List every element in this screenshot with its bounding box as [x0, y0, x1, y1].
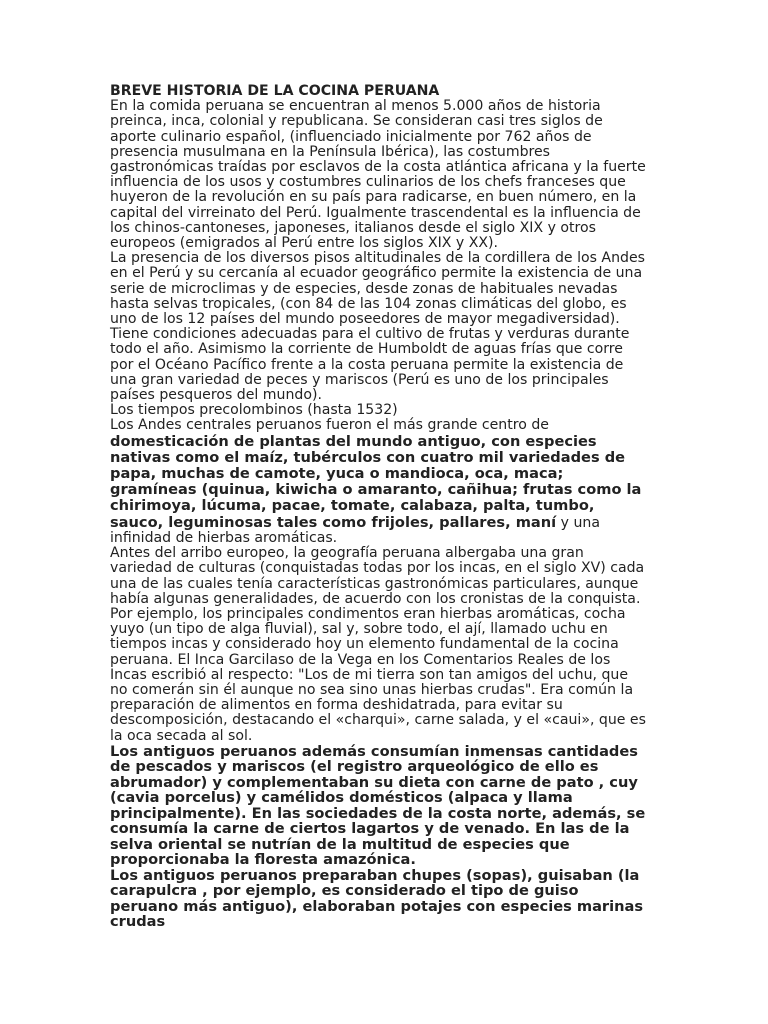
- paragraph-3-bold: domesticación de plantas del mundo antiguo, con especies nativas como el maíz, tubérculos con cuatro mil variedades de papa, muchas de camote, yuca o mandioca, oca, maca; gramíneas (quinua, kiwicha o amaranto, cañihua; frutas como la chirimoya, lúcuma, pacae, tomate, calabaza, palta, tumbo, sauco, leguminosas tales como frijoles, pallares, maní: [110, 432, 642, 531]
- paragraph-3-tail: y una infinidad de hierbas aromáticas.: [110, 514, 600, 546]
- paragraph-3: [110, 418, 650, 546]
- paragraph-2: La presencia de los diversos pisos altitudinales de la cordillera de los Andes en el Perú y su cercanía al ecuador geográfico permite la existencia de una serie de microclimas y de especies, desde zonas de habituales nevadas hasta selvas tropicales, (con 84 de las 104 zonas climáticas del globo, es uno de los 12 países del mundo poseedores de mayor megadiversidad). Tiene condiciones adecuadas para el cultivo de frutas y verduras durante todo el año. Asimismo la corriente de Humboldt de aguas frías que corre por el Océano Pacífico frente a la costa peruana permite la existencia de una gran variedad de peces y mariscos (Perú es uno de los principales países pesqueros del mundo).: [110, 250, 645, 404]
- paragraph-5: Por ejemplo, los principales condimentos eran hierbas aromáticas, cocha yuyo (un tipo de alga fluvial), sal y, sobre todo, el ají, llamado uchu en tiempos incas y considerado hoy un elemento fundamental de la cocina peruana. El Inca Garcilaso de la Vega en los Comentarios Reales de los Incas escribió al respecto: "Los de mi tierra son tan amigos del uchu, que no comerán sin él aunque no sea sino unas hierbas crudas". Era común la preparación de alimentos en forma deshidatrada, para evitar su descomposición, destacando el «charqui», carne salada, y el «caui», que es la oca secada al sol.: [110, 605, 646, 744]
- paragraph-4: Antes del arribo europeo, la geografía peruana albergaba una gran variedad de culturas (conquistadas todas por los incas, en el siglo XV) cada una de las cuales tenía características gastronómicas particulares, aunque había algunas generalidades, de acuerdo con los cronistas de la conquista.: [110, 545, 645, 607]
- section-subheading: Los tiempos precolombinos (hasta 1532): [110, 402, 398, 419]
- paragraph-1: En la comida peruana se encuentran al menos 5.000 años de historia preinca, inca, colonial y republicana. Se consideran casi tres siglos de aporte culinario español, (influenciado inicialmente por 762 años de presencia musulmana en la Península Ibérica), las costumbres gastronómicas traídas por esclavos de la costa atlántica africana y la fuerte influencia de los usos y costumbres culinarios de los chefs franceses que huyeron de la revolución en su país para radicarse, en buen número, en la capital del virreinato del Perú. Igualmente trascendental es la influencia de los chinos-cantoneses, japoneses, italianos desde el siglo XIX y otros europeos (emigrados al Perú entre los siglos XIX y XX).: [110, 98, 646, 252]
- document-page: [110, 84, 650, 930]
- paragraph-7: Los antiguos peruanos preparaban chupes (sopas), guisaban (la carapulcra , por ejemplo, es considerado el tipo de guiso peruano más antiguo), elaboraban potajes con especies marinas crudas: [110, 866, 644, 931]
- paragraph-3-lead: Los Andes centrales peruanos fueron el más grande centro de: [110, 417, 549, 434]
- document-title: BREVE HISTORIA DE LA COCINA PERUANA: [110, 83, 440, 99]
- paragraph-6: Los antiguos peruanos además consumían inmensas cantidades de pescados y mariscos (el registro arqueológico de ello es abrumador) y complementaban su dieta con carne de pato , cuy (cavia porcelus) y camélidos domésticos (alpaca y llama principalmente). En las sociedades de la costa norte, además, se consumía la carne de ciertos lagartos y de venado. En las de la selva oriental se nutrían de la multitud de especies que proporcionaba la floresta amazónica.: [110, 742, 646, 869]
